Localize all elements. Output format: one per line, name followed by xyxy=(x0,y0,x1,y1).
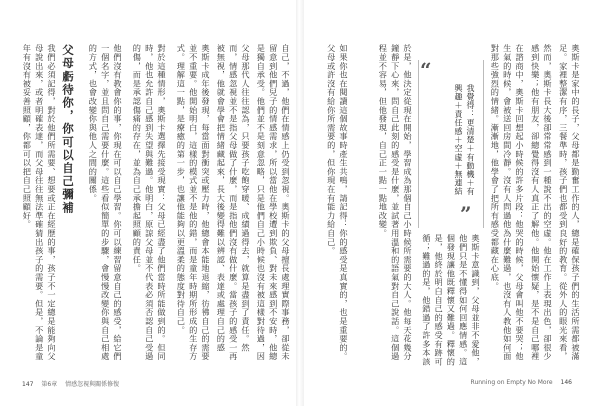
close-quote-icon: ” xyxy=(460,202,472,226)
pull-quote-text: 我覺得：更清楚＋有動機＋有興趣＋責任感＋空虛＋無連結 xyxy=(454,84,475,196)
right-page-column-f: 如果你也在閱讀這個故事時產生共鳴，請記得：你的感受是真實的，也是重要的。父母或許沒有給你所需要的，但你現在有能力給自己。 xyxy=(326,44,349,361)
left-page-column-d: 對於這種情形，奧斯卡選擇先接受現實：父母已經盡了他們當時所能做到的。但同時，他也允許自己感到失望與難過。他明白，原諒父母並不代表必須否認自己受過的傷，而是承認傷痛的存在，並為自己承擔起照顧的責任。 xyxy=(132,44,167,361)
chapter-label: 第6章 xyxy=(41,381,58,388)
left-page-column-intro: 我們必須記得，對於他們所需要、想要或正在經歷的事，孩子不一定總是能夠向父母說出來，或者明確表達，而父母往往無法準確猜出孩子的需要。但是，不論是童年有沒有被妥善照顧，你都可以把自己照顧好。 xyxy=(22,44,57,361)
right-page-column-d: 奧斯卡意識到，父母並非不愛他，他們只是不懂得如何回應情感。這個發現讓他既釋懷又難過。釋懷的是，他終於明白自己的感受有跡可循；難過的是，他錯過了許多本該 xyxy=(421,234,481,366)
chapter-title: 情感忽視與關係修復 xyxy=(65,381,120,388)
book-title: Running on Empty No More xyxy=(470,379,553,386)
right-page-column-e: 於是，他決定從現在開始，學習成為那個自己小時候所需要的大人。他每天花幾分鐘靜下心來，問自己此刻的感受是什麼，並試著用溫和的語氣對自己說話。這個過程並不容易，但他發現，自己正一點一點地改變。 xyxy=(378,44,413,361)
section-heading: 父母虧待你，你可以自己彌補 xyxy=(61,44,75,215)
right-page-column-c: 在諮商中，奧斯卡回想起小時候的許多片段：他哭的時候，父母會叫他不要哭；他生氣的時候，會被送回房間冷靜。沒有人問過他為什麼難過，也沒有人教他如何面對那些強烈的情緒。漸漸地，他學會了把所有感受都藏在心底。 xyxy=(490,44,525,361)
right-page-footer xyxy=(471,379,578,386)
page-gutter xyxy=(296,0,304,406)
left-page-column-b: 父母那代人往往認為，只要孩子吃飽穿暖、成績過得去，就算是盡到了責任。然而，情感忽視並不是指父母做了什麼，而是指他們沒有做什麼。當孩子的感受一再被無視，他就會學會把情緒藏起來，長大後變得難以辨認、表達或處理自己的感 xyxy=(216,44,251,361)
right-page-column-b: 然而，奧斯卡長大後卻常常感到一種說不出的空虛。他在工作上表現出色，卻很少感到快樂；他有朋友，卻總覺得沒有人真正了解他。他開始懷疑，是不是自己哪裡 xyxy=(530,44,553,361)
left-page-number: 147 xyxy=(22,381,34,388)
left-page-column-a: 自己，不過，他們在情感上仍受到忽視。奧斯卡的父母擅長處理實際事務，卻從未留意到他們兒子的情感需求，所以當他在學校遭到欺負、對未來感到不安時，他總是獨自承受。他們並不是刻意忽略，只是他們自己小時候也沒有被這樣對待過，因 xyxy=(256,44,291,361)
right-page-number: 146 xyxy=(560,379,572,386)
open-quote-icon: “ xyxy=(420,58,432,82)
left-page-footer xyxy=(22,379,125,388)
left-page-column-c: 奧斯卡成年後發現，每當面對衝突或壓力時，他總會本能地退縮，彷彿自己的需要並不重要。他開始明白，這樣的模式並不是他的錯，而是童年時期所形成的生存方式。理解這一點，是療癒的第一步，也讓他能夠以更溫柔的態度對待自己。 xyxy=(176,44,211,361)
left-page-column-e: 他們沒有教會你的事，你現在可以自己學習。你可以練習留意自己的感受，給它們一個名字，並且問自己需要什麼。這些看似簡單的步驟，會慢慢改變你與自己相處的方式，也會改變你與他人之間的關係。 xyxy=(88,44,123,361)
right-page-column-a: 奧斯卡是家中的長子，父母都是勤奮工作的人，總是確保孩子們的生活所需都被滿足。家裡整潔有序，三餐準時，孩子們也都受到良好的教育。從外人的眼光來看， xyxy=(558,44,581,361)
